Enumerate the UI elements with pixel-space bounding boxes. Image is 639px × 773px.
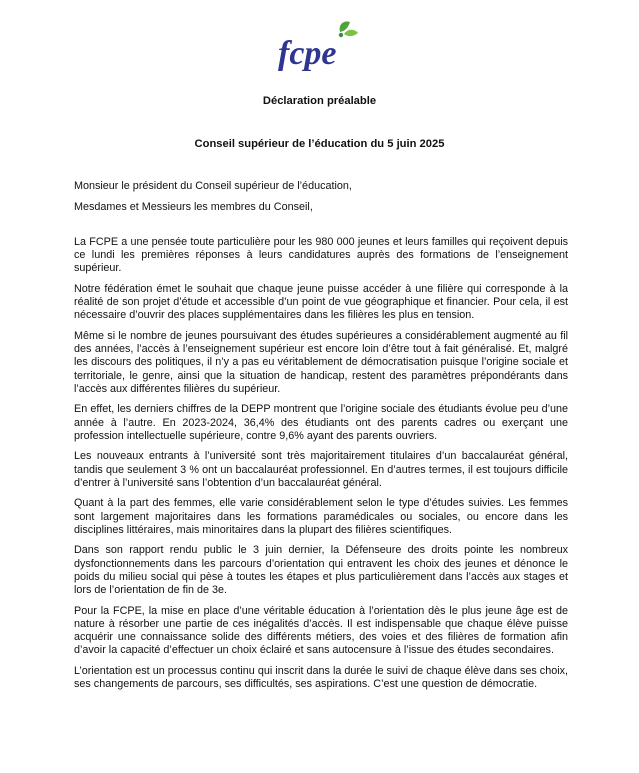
document-title: Déclaration préalable bbox=[262, 95, 377, 107]
declaration-body bbox=[74, 236, 568, 699]
paragraph: Pour la FCPE, la mise en place d’une véritable éducation à l’orientation dès le plus jeune âge est de nature à résorber une partie de ces inégalités d’accès. Il est indispensable que chaque élève puisse acquérir une connaissance solide des différents métiers, des voies et des filières de formation afin d’avoir la capacité d’effectuer un choix éclairé et sans autocensure à l’issue des études secondaires. bbox=[74, 604, 568, 657]
paragraph: Dans son rapport rendu public le 3 juin dernier, la Défenseure des droits pointe les nombreux dysfonctionnements dans les parcours d’orientation qui entravent les choix des jeunes et dénonce le poids du milieu social qui pèse à toutes les étapes et plus particulièrement dans l’accès aux stages et lors de l’orientation de fin de 3e. bbox=[74, 544, 568, 597]
salutation-president: Monsieur le président du Conseil supérieur de l’éducation, bbox=[74, 180, 352, 192]
paragraph: La FCPE a une pensée toute particulière pour les 980 000 jeunes et leurs familles qui reçoivent depuis ce lundi les premières réponses à leurs candidatures auprès des formations de l’enseignement supérieur. bbox=[74, 236, 568, 275]
paragraph: Quant à la part des femmes, elle varie considérablement selon le type d’études suivies. Les femmes sont largement majoritaires dans les formations paramédicales ou sociales, ou encore dans les disciplines littéraires, mais minoritaires dans la plupart des filières scientifiques. bbox=[74, 497, 568, 536]
leaf-icon bbox=[339, 21, 358, 37]
paragraph: Notre fédération émet le souhait que chaque jeune puisse accéder à une filière qui corresponde à la réalité de son projet d’étude et accessible d’un point de vue géographique et financier. Pour cela, il est nécessaire d’ouvrir des places supplémentaires dans les filières les plus en tension. bbox=[74, 283, 568, 322]
fcpe-logo bbox=[270, 18, 370, 80]
document-subtitle: Conseil supérieur de l’éducation du 5 juin 2025 bbox=[194, 138, 445, 150]
salutation-members: Mesdames et Messieurs les membres du Conseil, bbox=[74, 201, 313, 213]
paragraph: L’orientation est un processus continu qui inscrit dans la durée le suivi de chaque élève dans ses choix, ses changements de parcours, ses difficultés, ses aspirations. C’est une question de démocratie. bbox=[74, 664, 568, 691]
paragraph: En effet, les derniers chiffres de la DEPP montrent que l’origine sociale des étudiants évolue peu d’une année à l’autre. En 2023-2024, 36,4% des étudiants ont des parents cadres ou exerçant une profession intellectuelle supérieure, contre 9,6% ayant des parents ouvriers. bbox=[74, 403, 568, 442]
logo-wordmark: fcpe bbox=[278, 35, 337, 72]
paragraph: Les nouveaux entrants à l’université sont très majoritairement titulaires d’un baccalauréat général, tandis que seulement 3 % ont un baccalauréat professionnel. En d’autres termes, il est toujours difficile d’entrer à l’université sans l’obtention d’un baccalauréat général. bbox=[74, 450, 568, 489]
paragraph: Même si le nombre de jeunes poursuivant des études supérieures a considérablement augmenté au fil des années, l’accès à l’enseignement supérieur est encore loin d’être tout à fait généralisé. Et, malgré les discours des politiques, il n’y a pas eu véritablement de démocratisation puisque l’origine sociale et territoriale, le genre, ainsi que la situation de handicap, restent des paramètres prépondérants dans l’accès aux différentes filières du supérieur. bbox=[74, 330, 568, 395]
